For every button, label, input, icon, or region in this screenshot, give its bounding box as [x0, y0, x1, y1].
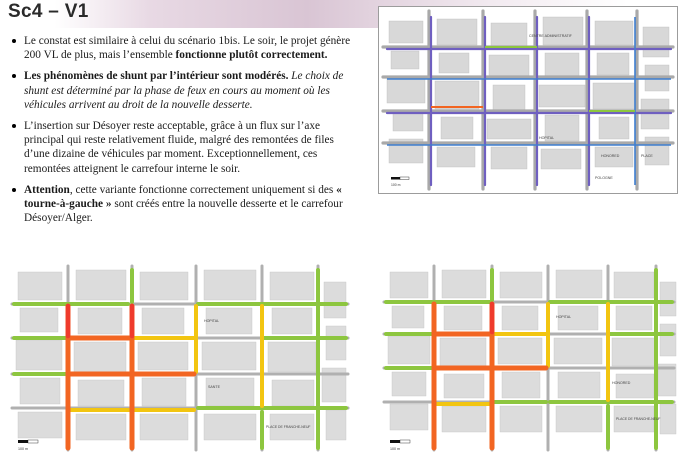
- map-label-centre-administratif: CENTRE ADMINISTRATIF: [529, 34, 572, 38]
- map-congestion-evening-graphic: [380, 262, 678, 454]
- map-network-overview-graphic: [379, 7, 677, 193]
- bullet-3-run-1: L’insertion sur Désoyer reste acceptable, grâce à un flux sur l’axe principal qui reste relativement fluide, malgré des remontées de files d’une dizaine de véhicules par moment. Exceptionnellement, ces remontées atteignent le carrefour interne le soir.: [24, 120, 334, 175]
- bullet-4-run-4: sont créés entre la nouvelle desserte et le carrefour Désoyer/Alger.: [24, 198, 343, 225]
- map-label-place-morning: PLACE DE FRANCHE-NEUF: [266, 425, 311, 429]
- map-label-sante-morning: SANTE: [208, 385, 220, 389]
- page-title: Sc4 – V1: [8, 1, 89, 22]
- bullet-4-run-2: , cette variante fonctionne correctement uniquement si des: [69, 183, 337, 196]
- map-label-place: PLACE: [641, 154, 653, 158]
- map-label-honored-evening: HONORED: [612, 381, 631, 385]
- map-congestion-morning: [8, 262, 352, 454]
- svg-text:100 m: 100 m: [18, 447, 28, 451]
- map-label-honored: HONORED: [601, 154, 620, 158]
- map-network-overview: [378, 6, 678, 194]
- bullet-4-run-3: « tourne-à-gauche »: [24, 183, 342, 211]
- bullet-1-run-1: Le constat est similaire à celui du scénario 1bis. Le soir, le projet génère 200 VL de plus, mais l’ensemble: [24, 35, 351, 62]
- svg-text:100 m: 100 m: [391, 183, 401, 187]
- bullet-item-4: [10, 183, 362, 226]
- svg-text:100 m: 100 m: [390, 447, 400, 451]
- bullet-2-run-1: Les phénomènes de shunt par l’intérieur sont modérés.: [24, 70, 289, 83]
- map-label-hopital: HOPITAL: [539, 136, 555, 140]
- bullet-item-1: [10, 34, 362, 62]
- map-label-place-evening: PLACE DE FRANCHE-NEUF: [616, 417, 661, 421]
- bullet-item-2: [10, 69, 362, 112]
- bullet-4-run-1: Attention: [24, 183, 70, 196]
- bullet-list: [10, 34, 362, 232]
- map-label-hopital-evening: HOPITAL: [556, 315, 572, 319]
- bullet-2-run-2: Le choix de shunt est déterminé par la phase de feux en cours au moment où les véhicules arrivent au droit de la nouvelle desserte.: [24, 70, 344, 111]
- bullet-1-run-2: fonctionne plutôt correctement.: [175, 49, 328, 62]
- bullet-item-3: [10, 119, 362, 176]
- map-label-pologne: POLOGNE: [595, 176, 613, 180]
- map-label-hopital-morning: HOPITAL: [204, 319, 220, 323]
- map-congestion-morning-graphic: [8, 262, 352, 454]
- map-congestion-evening: [380, 262, 678, 454]
